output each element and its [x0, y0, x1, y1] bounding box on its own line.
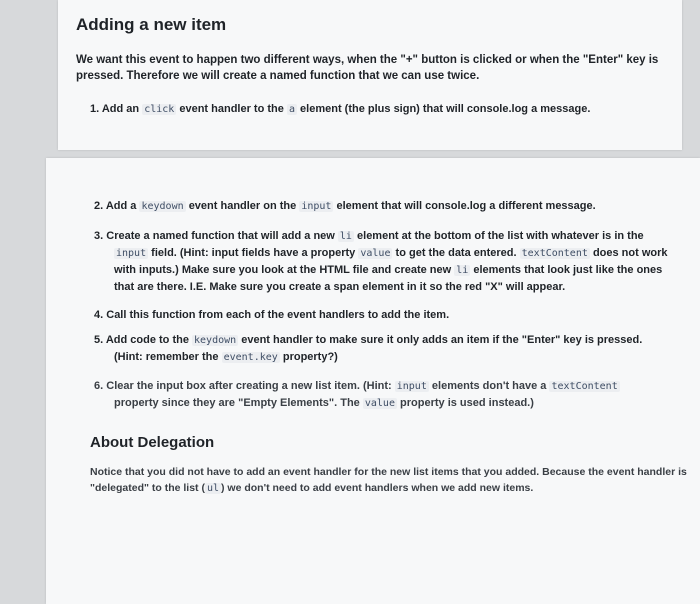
intro-paragraph: We want this event to happen two different ways, when the "+" button is clicked or when the "Enter" key is pressed. Therefore we will create a named function that we can use twice. [76, 54, 659, 82]
step-number: 6. [94, 380, 104, 392]
inline-code: textContent [551, 381, 618, 392]
inline-code: li [456, 265, 469, 276]
step-text: event handler to the [179, 103, 284, 115]
step-text: Add code to the [105, 334, 189, 346]
step-3-continuation [94, 245, 684, 295]
step-text: (Hint: remember the [114, 351, 219, 363]
step-text: Clear the input box after creating a new list item. (Hint: [106, 380, 392, 392]
inline-code: a [288, 104, 295, 115]
inline-code: ul [206, 483, 220, 494]
inline-code: value [364, 398, 395, 409]
delegation-paragraph [90, 464, 690, 497]
step-text: event handler on the [188, 200, 297, 212]
inline-code: li [339, 231, 352, 242]
step-text: field. (Hint: input fields have a property [151, 247, 356, 259]
step-text: Call this function from each of the event handlers to add the item. [106, 309, 450, 321]
inline-code: input [396, 381, 427, 392]
inline-code: keydown [141, 201, 184, 212]
step-text: element that will console.log a different message. [336, 200, 596, 212]
paragraph-text: ) we don't need to add event handlers when we add new items. [221, 482, 534, 494]
instructions-card-top [58, 0, 682, 150]
step-text: elements that look just like the ones that are there. I.E. Make sure you create a span element in it so the red "X" will appear. [114, 264, 663, 293]
inline-code: textContent [521, 248, 588, 259]
instructions-card-bottom [46, 158, 700, 604]
step-1 [90, 101, 670, 118]
step-number: 3. [94, 230, 104, 242]
step-5-continuation [94, 349, 684, 366]
paragraph-text: Notice that you did not have to add an event handler for the new list items that you added. Because the event handler is "delegated" to the list ( [90, 466, 687, 494]
step-5 [94, 332, 684, 366]
step-text: Add a [105, 200, 137, 212]
step-number: 5. [94, 334, 104, 346]
step-6 [94, 378, 674, 412]
step-text: Add an [101, 103, 140, 115]
step-number: 1. [90, 103, 100, 115]
step-2 [94, 198, 674, 215]
inline-code: event.key [223, 352, 278, 363]
step-text: property is used instead.) [400, 397, 534, 409]
step-text: to get the data entered. [395, 247, 517, 259]
step-text: does not work with inputs.) Make sure you look at the HTML file and create new [114, 247, 668, 276]
step-6-continuation [94, 395, 674, 412]
step-text: property?) [282, 351, 338, 363]
inline-code: keydown [194, 335, 237, 346]
step-number: 4. [94, 309, 104, 321]
inline-code: value [360, 248, 391, 259]
step-text: property since they are "Empty Elements". The [114, 397, 360, 409]
step-3 [94, 228, 684, 295]
step-number: 2. [94, 200, 104, 212]
step-text: event handler to make sure it only adds an item if the "Enter" key is pressed. [241, 334, 643, 346]
section-title-about-delegation: About Delegation [90, 434, 215, 451]
section-title-adding-item: Adding a new item [76, 15, 227, 34]
step-text: element at the bottom of the list with whatever is in the [357, 230, 644, 242]
inline-code: input [301, 201, 332, 212]
inline-code: input [116, 248, 147, 259]
step-text: elements don't have a [431, 380, 547, 392]
step-text: Create a named function that will add a new [106, 230, 335, 242]
inline-code: click [144, 104, 175, 115]
step-text: element (the plus sign) that will console.log a message. [300, 103, 591, 115]
step-4 [94, 307, 674, 323]
